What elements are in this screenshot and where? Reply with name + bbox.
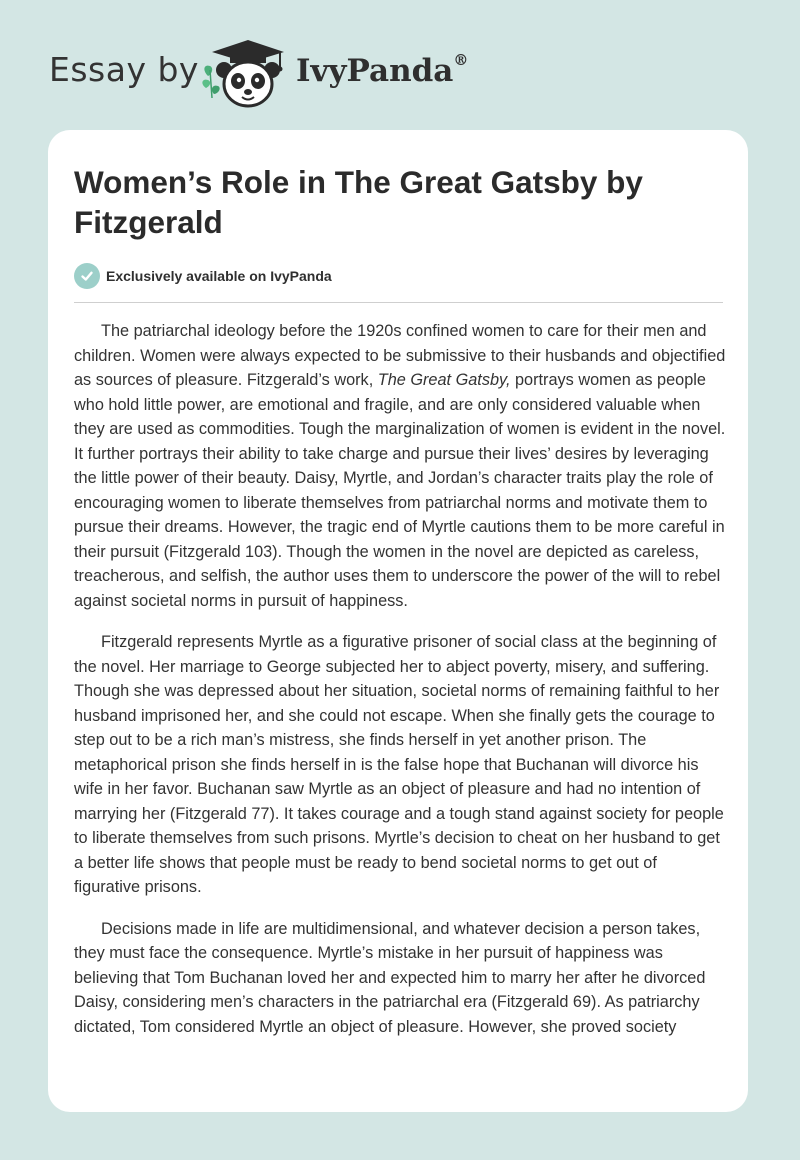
paragraph-text: The patriarchal ideology before the 1920s confined women to care for their men and children. Women were always expected to be submissive to their husbands and objectified as sources of pleasure. Fitzgerald’s work, <box>74 322 726 389</box>
exclusive-label: Exclusively available on IvyPanda <box>106 268 332 284</box>
paragraph: Fitzgerald represents Myrtle as a figurative prisoner of social class at the beginning of the novel. Her marriage to George subjected her to abject poverty, misery, and suffering. Though she was depressed about her situation, societal norms of remaining faithful to her husband imprisoned her, and she could not escape. When she finally gets the courage to step out to be a rich man’s mistress, she finds herself in yet another prison. The metaphorical prison she finds herself in is the false hope that Buchanan will divorce his wife in her favor. Buchanan saw Myrtle as an object of pleasure and had no intention of marrying her (Fitzgerald 77). It takes courage and a tough stand against society for people to liberate themselves from such prisons. Myrtle’s decision to cheat on her husband to get a better life shows that people must be ready to bend societal norms to get out of figurative prisons. <box>74 633 724 896</box>
essay-by-label: Essay by <box>49 50 199 89</box>
paragraph: Decisions made in life are multidimensional, and whatever decision a person takes, they must face the consequence. Myrtle’s mistake in her pursuit of happiness was believing that Tom Buchanan loved her and expected him to marry her after he divorced Daisy, considering men’s characters in the patriarchal era (Fitzgerald 69). As patriarchy dictated, Tom considered Myrtle an object of pleasure. However, she proved society <box>74 919 706 1036</box>
essay-card <box>48 130 748 1112</box>
book-title: The Great Gatsby, <box>377 371 511 389</box>
exclusive-badge <box>74 263 332 289</box>
paragraph <box>74 319 726 613</box>
site-header <box>0 0 800 120</box>
panda-graduate-icon <box>200 36 296 110</box>
paragraph-text: portrays women as people who hold little power, are emotional and fragile, and are only considered valuable when they are used as commodities. Tough the marginalization of women is evident in the novel. It further portrays their ability to take charge and pursue their lives’ desires by leveraging the little power of their beauty. Daisy, Myrtle, and Jordan’s character traits play the role of encouraging women to liberate themselves from patriarchal norms and motivate them to pursue their dreams. However, the tragic end of Myrtle cautions them to be more careful in their pursuit (Fitzgerald 103). Though the women in the novel are depicted as careless, treacherous, and selfish, the author uses them to underscore the power of the will to rebel against societal norms in pursuit of happiness. <box>74 371 726 610</box>
registered-mark: ® <box>453 51 469 69</box>
brand-name-text: IvyPanda <box>296 53 454 89</box>
check-icon <box>74 263 100 289</box>
divider <box>74 302 723 303</box>
essay-title: Women’s Role in The Great Gatsby by Fitzgerald <box>74 164 643 240</box>
brand-name[interactable] <box>296 53 468 89</box>
essay-body <box>74 319 726 1056</box>
